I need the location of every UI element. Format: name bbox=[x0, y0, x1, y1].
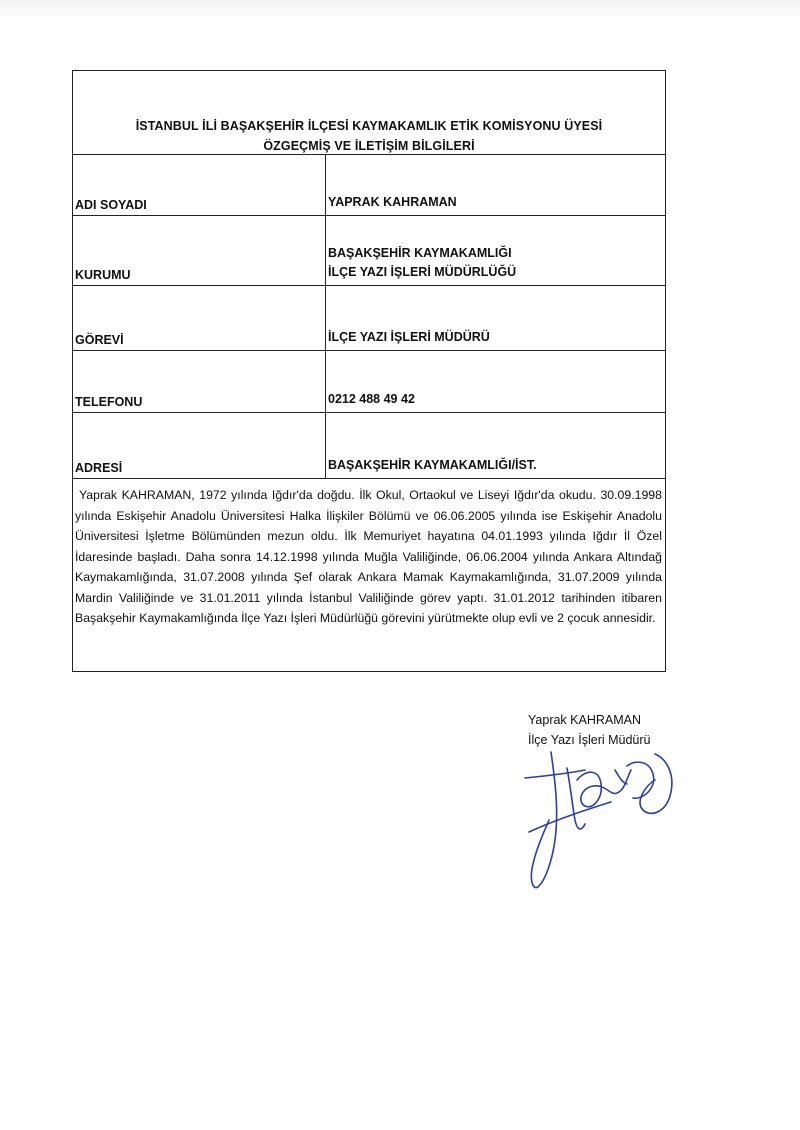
scan-shadow bbox=[0, 0, 800, 22]
header-subtitle: ÖZGEÇMİŞ VE İLETİŞİM BİLGİLERİ bbox=[263, 139, 475, 153]
biography-text: Yaprak KAHRAMAN, 1972 yılında Iğdır'da doğdu. İlk Okul, Ortaokul ve Liseyi Iğdır'da okudu. 30.09.1998 yılında Eskişehir Anadolu Üniversitesi Halka İlişkiler Bölümü ve 06.06.2005 yılında ise Eskişehir Anadolu Üniversitesi İşletme Bölümünden mezun oldu. İlk Memuriyet hayatına 04.01.1993 yılında Iğdır İl Özel İdaresinde başladı. Daha sonra 14.12.1998 yılında Muğla Valiliğinde, 06.06.2004 yılında Ankara Altındağ Kaymakamlığında, 31.07.2008 yılında Şef olarak Ankara Mamak Kaymakamlığında, 31.07.2009 yılında Mardin Valiliğinde ve 31.01.2011 yılında İstanbul Valiliğinde görev yaptı. 31.01.2012 tarihinden itibaren Başakşehir Kaymakamlığında İlçe Yazı İşleri Müdürlüğü görevini yürütmekte olup evli ve 2 çocuk annesidir. bbox=[75, 488, 662, 625]
row-name bbox=[73, 155, 665, 216]
value-phone-line: 0212 488 49 42 bbox=[328, 392, 415, 406]
row-address bbox=[73, 413, 665, 479]
label-phone: TELEFONU bbox=[75, 395, 143, 409]
column-divider bbox=[325, 351, 326, 412]
column-divider bbox=[325, 413, 326, 478]
handwritten-signature-icon bbox=[515, 740, 685, 900]
label-address: ADRESİ bbox=[75, 461, 123, 475]
row-institution bbox=[73, 216, 665, 286]
header-title: İSTANBUL İLİ BAŞAKŞEHİR İLÇESİ KAYMAKAMLIK ETİK KOMİSYONU ÜYESİ bbox=[135, 119, 603, 133]
value-position-line: İLÇE YAZI İŞLERİ MÜDÜRÜ bbox=[328, 330, 490, 344]
signatory-name: Yaprak KAHRAMAN bbox=[528, 713, 641, 727]
value-name-line: YAPRAK KAHRAMAN bbox=[328, 195, 457, 209]
value-address-line: BAŞAKŞEHİR KAYMAKAMLIĞI/İST. bbox=[328, 458, 537, 472]
value-institution-line2: İLÇE YAZI İŞLERİ MÜDÜRLÜĞÜ bbox=[328, 265, 517, 279]
value-institution-line1: BAŞAKŞEHİR KAYMAKAMLIĞI bbox=[328, 246, 512, 260]
biography-cell bbox=[73, 479, 665, 671]
column-divider bbox=[325, 286, 326, 350]
value-institution bbox=[328, 244, 516, 282]
value-position bbox=[328, 328, 490, 347]
column-divider bbox=[325, 155, 326, 215]
value-address bbox=[328, 456, 537, 475]
signatory-title: İlçe Yazı İşleri Müdürü bbox=[528, 733, 651, 747]
value-name bbox=[328, 193, 457, 212]
row-position bbox=[73, 286, 665, 351]
row-phone bbox=[73, 351, 665, 413]
label-institution: KURUMU bbox=[75, 268, 131, 282]
cv-form-table bbox=[72, 70, 666, 672]
label-position: GÖREVİ bbox=[75, 333, 124, 347]
value-phone bbox=[328, 390, 415, 409]
column-divider bbox=[325, 216, 326, 285]
label-name: ADI SOYADI bbox=[75, 198, 147, 212]
form-header bbox=[73, 71, 665, 155]
